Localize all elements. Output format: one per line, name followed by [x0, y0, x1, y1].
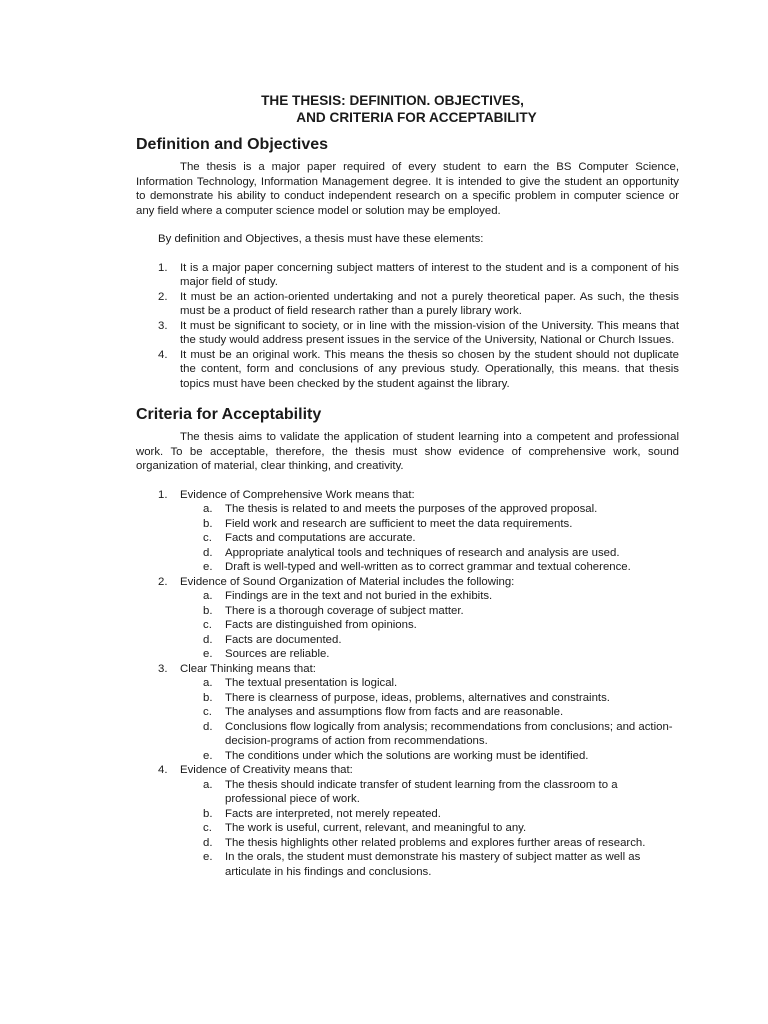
item-text: It is a major paper concerning subject matters of interest to the student and is a component of his major field of study.	[180, 261, 679, 288]
item-number: 2.	[158, 290, 168, 303]
sub-text: The thesis highlights other related problems and explores further areas of research.	[225, 836, 646, 849]
criteria-section	[136, 405, 679, 879]
sub-letter: b.	[203, 517, 213, 530]
list-item	[136, 290, 679, 319]
sub-letter: e.	[203, 648, 213, 660]
sub-text: There is a thorough coverage of subject matter.	[225, 604, 464, 617]
sub-item	[136, 604, 679, 619]
sub-letter: c.	[203, 619, 212, 631]
title-line-1: THE THESIS: DEFINITION. OBJECTIVES,	[261, 93, 524, 108]
item-text: It must be an original work. This means the thesis so chosen by the student should not duplicate the content, form and conclusions of any previous study. Operationally, this means. that thesis topics must have been checked by the student against the library.	[180, 348, 679, 390]
sub-item	[136, 647, 679, 662]
criterion-label: Evidence of Comprehensive Work means that:	[180, 488, 415, 501]
sub-text: The textual presentation is logical.	[225, 677, 398, 689]
sub-letter: b.	[203, 691, 213, 704]
sub-list	[136, 589, 679, 662]
sub-item	[136, 807, 679, 822]
sub-text: There is clearness of purpose, ideas, problems, alternatives and constraints.	[225, 691, 610, 704]
sub-letter: a.	[203, 590, 213, 602]
sub-text: Facts are documented.	[225, 633, 342, 646]
sub-text: Appropriate analytical tools and techniques of research and analysis are used.	[225, 546, 620, 559]
section-heading-definition: Definition and Objectives	[136, 136, 329, 153]
sub-text: The analyses and assumptions flow from facts and are reasonable.	[225, 706, 564, 718]
sub-letter: e.	[203, 561, 213, 573]
criterion-3	[136, 662, 679, 764]
sub-item	[136, 618, 679, 633]
sub-text: The conditions under which the solutions are working must be identified.	[225, 749, 589, 762]
criterion-4	[136, 763, 679, 879]
sub-letter: d.	[203, 633, 213, 646]
sub-letter: a.	[203, 503, 213, 515]
sub-item	[136, 502, 679, 517]
criteria-paragraph: The thesis aims to validate the application of student learning into a competent and professional work. To be acceptable, therefore, the thesis must show evidence of comprehensive work, sound organization of material, clear thinking, and creativity.	[136, 431, 679, 472]
sub-letter: a.	[203, 778, 213, 791]
document-title	[136, 92, 679, 126]
item-number: 1.	[158, 488, 168, 501]
item-number: 3.	[158, 319, 168, 332]
criterion-label: Clear Thinking means that:	[180, 662, 316, 675]
criteria-list	[136, 488, 679, 880]
sub-item	[136, 850, 679, 879]
sub-text: Facts and computations are accurate.	[225, 532, 416, 544]
sub-item	[136, 836, 679, 851]
sub-text: The thesis should indicate transfer of student learning from the classroom to a professional piece of work.	[225, 778, 618, 805]
list-item	[136, 348, 679, 392]
item-number: 1.	[158, 261, 168, 274]
item-number: 2.	[158, 575, 168, 588]
sub-text: Field work and research are sufficient to meet the data requirements.	[225, 517, 573, 530]
sub-list	[136, 778, 679, 880]
sub-letter: c.	[203, 706, 212, 718]
sub-letter: e.	[203, 749, 213, 762]
sub-item	[136, 589, 679, 604]
sub-letter: b.	[203, 807, 213, 820]
item-number: 4.	[158, 348, 168, 361]
definition-paragraph: The thesis is a major paper required of every student to earn the BS Computer Science, Information Technology, Information Management degree. It is intended to give the student an opportunity to demonstrate his ability to conduct independent research on a specific problem in computer science or any field where a computer science model or solution may be employed.	[136, 161, 679, 217]
sub-item	[136, 517, 679, 532]
sub-text: Conclusions flow logically from analysis; recommendations from conclusions; and action-decision-programs of action from recommendations.	[225, 720, 673, 747]
sub-list	[136, 676, 679, 763]
sub-item	[136, 778, 679, 807]
sub-item	[136, 705, 679, 720]
elements-lead: By definition and Objectives, a thesis must have these elements:	[158, 233, 484, 245]
sub-item	[136, 676, 679, 691]
sub-letter: c.	[203, 532, 212, 544]
sub-item	[136, 720, 679, 749]
document-body	[136, 92, 679, 879]
sub-letter: d.	[203, 836, 213, 849]
item-number: 4.	[158, 764, 168, 776]
sub-item	[136, 546, 679, 561]
item-number: 3.	[158, 662, 168, 675]
sub-text: In the orals, the student must demonstrate his mastery of subject matter as well as articulate in his findings and conclusions.	[225, 851, 641, 878]
sub-text: Draft is well-typed and well-written as to correct grammar and textual coherence.	[225, 561, 631, 573]
sub-item	[136, 531, 679, 546]
sub-letter: c.	[203, 822, 212, 834]
sub-letter: e.	[203, 851, 213, 863]
section-heading-criteria: Criteria for Acceptability	[136, 406, 322, 423]
sub-text: Facts are interpreted, not merely repeated.	[225, 807, 441, 820]
sub-letter: b.	[203, 604, 213, 617]
sub-letter: a.	[203, 677, 213, 689]
sub-list	[136, 502, 679, 575]
sub-item	[136, 749, 679, 764]
criterion-2	[136, 575, 679, 662]
sub-text: The thesis is related to and meets the purposes of the approved proposal.	[225, 503, 598, 515]
elements-list	[136, 261, 679, 392]
sub-letter: d.	[203, 720, 213, 733]
item-text: It must be significant to society, or in line with the mission-vision of the University. This means that the study would address present issues in the service of the University, National or Church Issues.	[180, 319, 679, 346]
criterion-label: Evidence of Creativity means that:	[180, 764, 353, 776]
sub-item	[136, 691, 679, 706]
sub-text: Findings are in the text and not buried in the exhibits.	[225, 590, 493, 602]
list-item	[136, 319, 679, 348]
sub-item	[136, 633, 679, 648]
sub-text: The work is useful, current, relevant, and meaningful to any.	[225, 822, 527, 834]
title-line-2: AND CRITERIA FOR ACCEPTABILITY	[296, 110, 537, 125]
criterion-label: Evidence of Sound Organization of Material includes the following:	[180, 575, 515, 588]
item-text: It must be an action-oriented undertaking and not a purely theoretical paper. As such, the thesis must be a product of field research rather than a purely library work.	[180, 290, 679, 317]
sub-item	[136, 821, 679, 836]
sub-text: Sources are reliable.	[225, 648, 330, 660]
sub-text: Facts are distinguished from opinions.	[225, 619, 417, 631]
criterion-1	[136, 488, 679, 575]
list-item	[136, 261, 679, 290]
sub-item	[136, 560, 679, 575]
sub-letter: d.	[203, 546, 213, 559]
